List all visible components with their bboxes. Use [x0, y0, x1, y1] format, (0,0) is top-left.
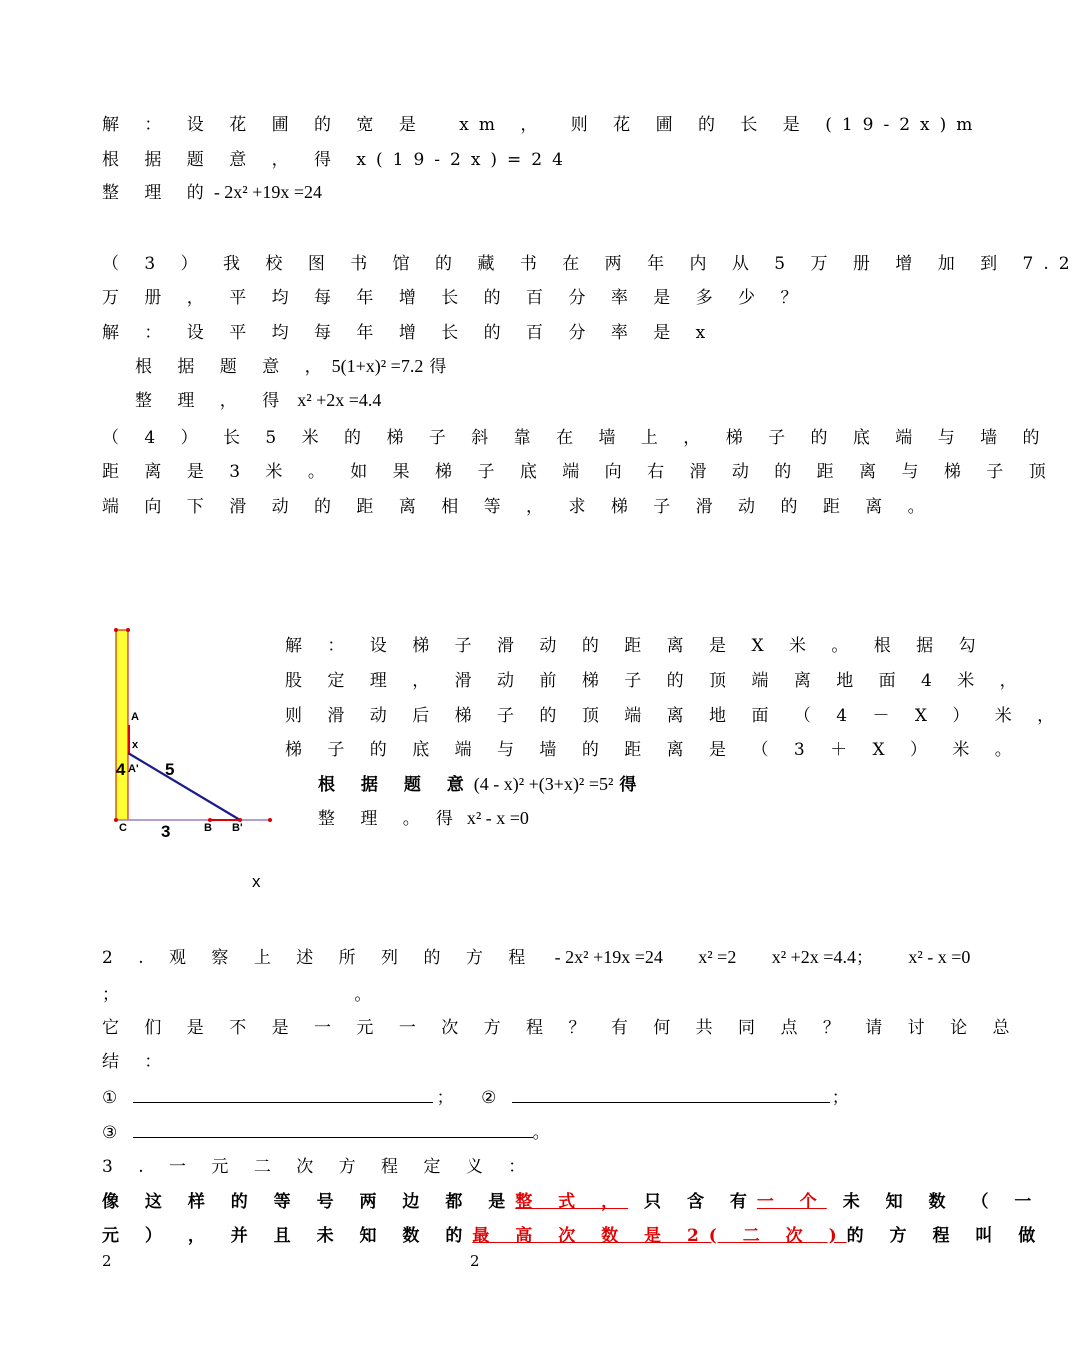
- question-3-title: 3 . 一 元 二 次 方 程 定 义 ：: [102, 1157, 536, 1177]
- text: 得: [619, 775, 647, 795]
- blank-row-1: [102, 1083, 849, 1108]
- text: 得: [429, 357, 457, 377]
- equation: (4 - x)² +(3+x)² =5²: [473, 774, 614, 794]
- label-5: 5: [165, 760, 175, 779]
- label-3: 3: [161, 822, 171, 841]
- problem-4-line-1: （ 4 ） 长 5 米 的 梯 子 斜 靠 在 墙 上 ， 梯 子 的 底 端 与 墙 的: [102, 428, 1050, 448]
- text: 解 ： 设 花 圃 的 宽 是: [102, 115, 426, 135]
- equation: 5(1+x)² =7.2: [331, 356, 424, 376]
- label-C: C: [119, 822, 127, 834]
- definition-line-1: [102, 1187, 1041, 1212]
- point: [114, 628, 118, 632]
- point: [268, 818, 272, 822]
- label-A: A: [131, 711, 139, 723]
- blank-row-2: [102, 1118, 550, 1143]
- solution-4-line-2: 股 定 理 ， 滑 动 前 梯 子 的 顶 端 离 地 面 4 米 ，: [285, 671, 1027, 691]
- text: 像 这 样 的 等 号 两 边 都 是: [102, 1192, 516, 1212]
- text: 2 . 观 察 上 述 所 列 的 方 程: [102, 948, 536, 968]
- highlight: 一 个: [756, 1192, 827, 1212]
- equation: - 2x² +19x =24: [213, 182, 323, 202]
- answer-blank-1[interactable]: [133, 1086, 433, 1103]
- highlight: 最 高 次 数 是 2( 二 次 ): [472, 1226, 847, 1246]
- problem-3-line-1: （ 3 ） 我 校 图 书 馆 的 藏 书 在 两 年 内 从 5 万 册 增 加 到 7.2: [102, 254, 1080, 274]
- equation: x² - x =0: [466, 808, 529, 828]
- label-big-x: x: [252, 872, 261, 891]
- question-2-line-4: 结 ：: [102, 1052, 172, 1072]
- problem-3-line-2: 万 册 ， 平 均 每 年 增 长 的 百 分 率 是 多 少 ？: [102, 288, 808, 308]
- problem-3-line-4: [135, 352, 456, 377]
- answer-blank-3[interactable]: [133, 1121, 533, 1138]
- label-A-prime: A': [128, 763, 139, 775]
- problem-3-line-5: [135, 386, 381, 411]
- answer-blank-2[interactable]: [512, 1086, 830, 1103]
- highlight: 整 式 ，: [515, 1192, 629, 1212]
- text: 整 理 ， 得: [135, 391, 290, 411]
- circle-1: ①: [102, 1088, 118, 1108]
- text: 整 理 。: [318, 809, 430, 829]
- text: 的 方 程 叫 做: [846, 1226, 1046, 1246]
- equation-2: x² =2: [698, 947, 737, 967]
- text: 得: [435, 809, 463, 829]
- text: 根 据 题 意: [318, 775, 474, 795]
- text: ；: [102, 985, 129, 1005]
- equation-1: - 2x² +19x =24: [554, 947, 663, 967]
- label-B-prime: B': [232, 822, 243, 834]
- label-B: B: [204, 822, 212, 834]
- ladder-figure: [100, 620, 300, 850]
- problem-4-line-2: 距 离 是 3 米 。 如 果 梯 子 底 端 向 右 滑 动 的 距 离 与 梯 子 顶: [102, 462, 1056, 482]
- text: 只 含 有: [644, 1192, 757, 1212]
- label-4: 4: [116, 760, 126, 779]
- separator: ；: [855, 948, 873, 968]
- label-x: x: [132, 739, 139, 751]
- text: 则 花 圃 的 长 是 (19-2x)m: [570, 115, 983, 135]
- text: 元 ） ， 并 且 未 知 数 的: [102, 1226, 473, 1246]
- solution-line-3: [102, 178, 322, 203]
- solution-line-2: 根 据 题 意 ， 得 x(19-2x)=24: [102, 150, 573, 170]
- page-number-left: 2: [102, 1252, 122, 1270]
- point: [114, 818, 118, 822]
- text: ；: [831, 1088, 849, 1108]
- wall: [116, 630, 128, 820]
- solution-4-line-6: [318, 804, 529, 829]
- circle-3: ③: [102, 1123, 118, 1143]
- problem-3-line-3: 解 ： 设 平 均 每 年 增 长 的 百 分 率 是 x: [102, 323, 716, 343]
- solution-4-line-4: 梯 子 的 底 端 与 墙 的 距 离 是 （ 3 ＋ X ） 米 。: [285, 740, 1022, 760]
- question-2-line-1: [102, 943, 970, 968]
- equation: x² +2x =4.4: [297, 390, 382, 410]
- text: ；: [436, 1088, 454, 1108]
- text: 整 理 的: [102, 183, 214, 203]
- problem-4-line-3: 端 向 下 滑 动 的 距 离 相 等 ， 求 梯 子 滑 动 的 距 离 。: [102, 497, 935, 517]
- page-number-center: 2: [470, 1252, 490, 1270]
- question-2-line-2: [102, 980, 381, 1005]
- equation-3: x² +2x =4.4: [771, 947, 856, 967]
- text: 根 据 题 意 ，: [135, 357, 332, 377]
- definition-line-2: [102, 1221, 1045, 1246]
- ladder-line: [128, 753, 240, 820]
- solution-4-line-3: 则 滑 动 后 梯 子 的 顶 端 离 地 面 （ 4 － X ） 米 ，: [285, 706, 1065, 726]
- circle-2: ②: [481, 1088, 497, 1108]
- text: 未 知 数 （ 一: [842, 1192, 1042, 1212]
- solution-line-1: [102, 110, 982, 135]
- equation-4: x² - x =0: [908, 947, 971, 967]
- text: 。: [354, 985, 382, 1005]
- question-2-line-3: 它 们 是 不 是 一 元 一 次 方 程 ？ 有 何 共 同 点 ？ 请 讨 论 总: [102, 1018, 1020, 1038]
- solution-4-line-1: 解 ： 设 梯 子 滑 动 的 距 离 是 X 米 。 根 据 勾: [285, 636, 986, 656]
- text: 。: [532, 1123, 550, 1143]
- text: xm ，: [459, 115, 548, 135]
- solution-4-line-5: [318, 770, 646, 795]
- point: [126, 628, 130, 632]
